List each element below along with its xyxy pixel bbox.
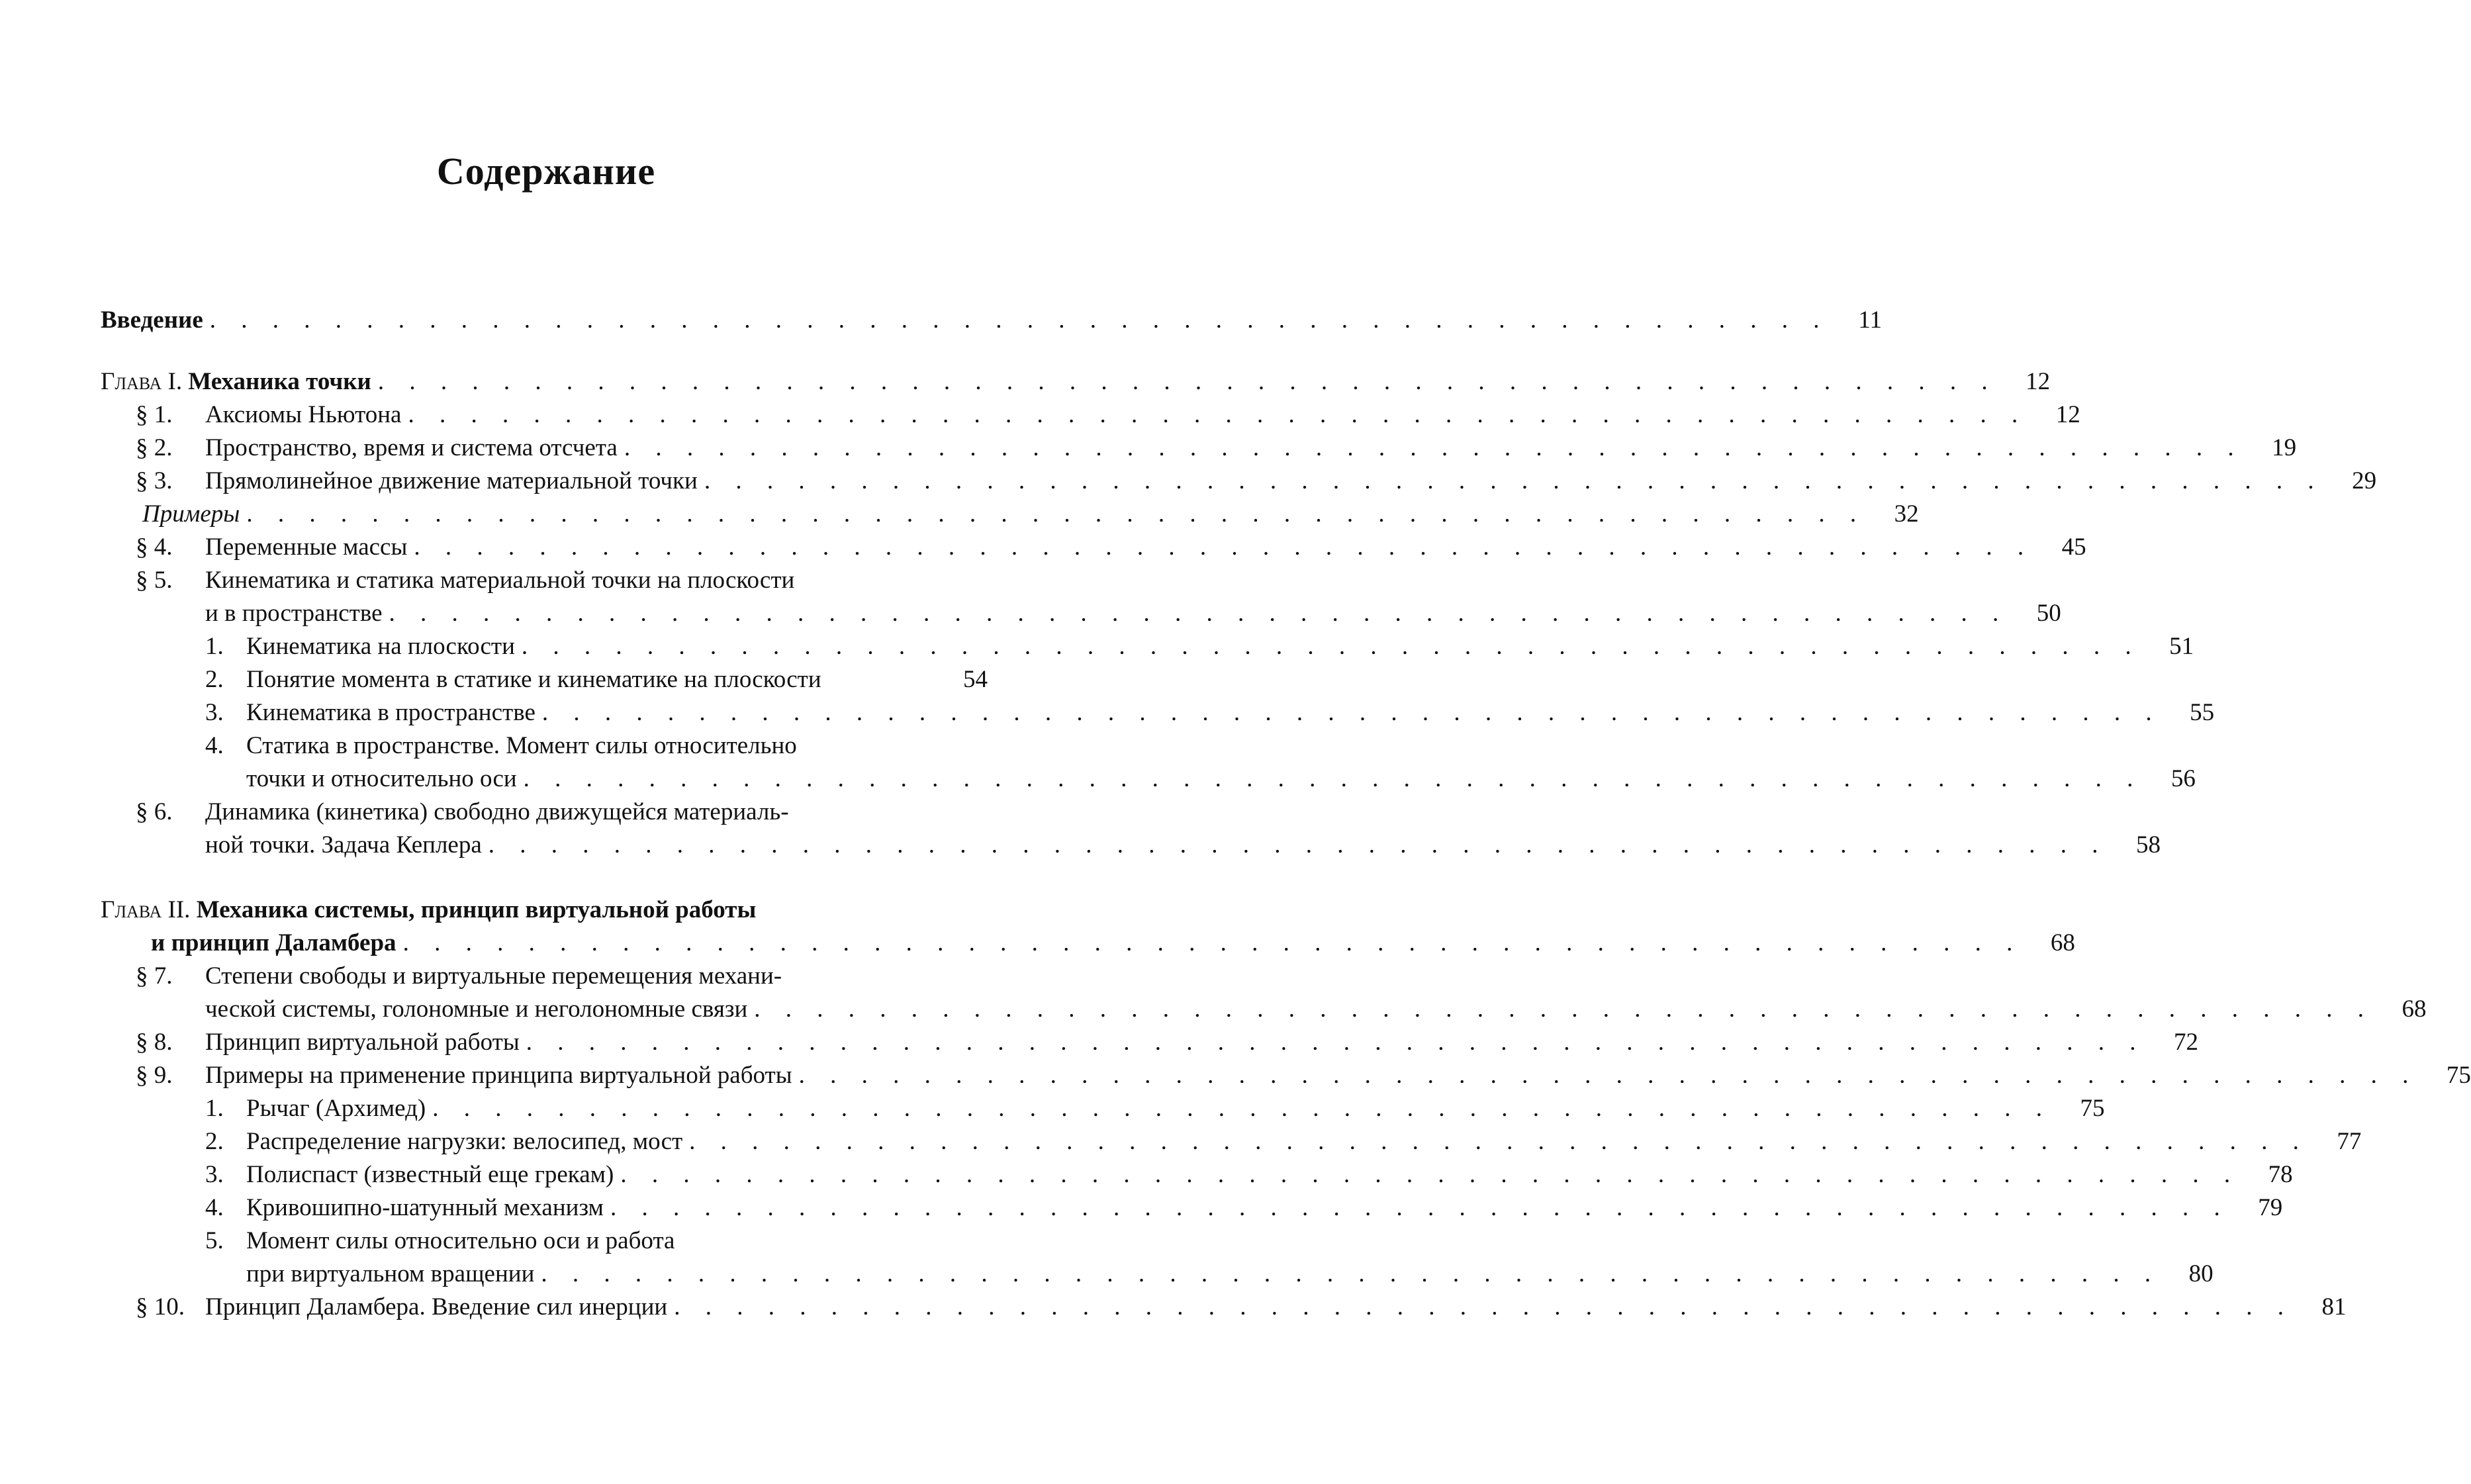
leader-dots: . . . . . . . . . . . . . . . . . . . . . . . . . . . . . . . . . . . . . . . . . . . . . . . . . . . . <box>798 1062 2418 1089</box>
entry-page: 12 <box>2055 401 2080 428</box>
entry-page: 68 <box>2401 996 2427 1023</box>
entry-page: 56 <box>2170 765 2196 792</box>
toc-entry-section-6-cont <box>205 829 2161 862</box>
leader-dots: . . . . . . . . . . . . . . . . . . . . . . . . . . . . . . . . . . . . . . . . . . . . . . . . . . . . <box>610 1194 2230 1221</box>
entry-label: Введение <box>101 306 203 334</box>
entry-label: Кривошипно-шатунный механизм <box>246 1194 604 1221</box>
entry-label: Степени свободы и виртуальные перемещения механи- <box>205 962 782 990</box>
entry-label: Примеры <box>142 500 240 528</box>
entry-label: Аксиомы Ньютона <box>205 401 402 428</box>
entry-label-cont: и принцип Даламбера <box>151 929 396 956</box>
page-title: Содержание <box>436 150 656 193</box>
toc-entry-subsection-9-4 <box>205 1191 2283 1225</box>
entry-label-cont: точки и относительно оси <box>246 765 517 792</box>
leader-dots: . . . . . . . . . . . . . . . . . . . . . . . . . . . . . . . . . . . . . . . . . . . . . . . . . . . . <box>521 633 2141 660</box>
entry-label: Момент силы относительно оси и работа <box>246 1227 675 1254</box>
entry-label: Переменные массы <box>205 533 408 561</box>
entry-number: § 1. <box>136 401 173 428</box>
entry-label: Механика системы, принцип виртуальной работы <box>196 896 757 923</box>
entry-label: Понятие момента в статике и кинематике на плоскости <box>246 666 821 693</box>
leader-dots: . . . . . . . . . . . . . . . . . . . . . . . . . . . . . . . . . . . . . . . . . . . . . . . . . . . . <box>624 434 2244 461</box>
leader-dots: . . . . . . . . . . . . . . . . . . . . . . . . . . . . . . . . . . . . . . . . . . . . . . . . . . . . <box>754 996 2374 1023</box>
toc-entry-subsection-5-1 <box>205 630 2194 663</box>
toc-entry-examples <box>142 498 1919 531</box>
entry-number: § 2. <box>136 434 173 461</box>
entry-number: 5. <box>205 1227 224 1254</box>
entry-number: 2. <box>205 666 224 693</box>
leader-dots: . . . . . . . . . . . . . . . . . . . . . . . . . . . . . . . . . . . . . . . . . . . . . . . . . . . . <box>689 1128 2309 1155</box>
toc-entry-subsection-5-4 <box>205 729 988 763</box>
entry-page: 77 <box>2337 1128 2362 1155</box>
entry-label-cont: ной точки. Задача Кеплера <box>205 831 482 858</box>
toc-entry-section-7-cont <box>205 993 2427 1026</box>
entry-label: Распределение нагрузки: велосипед, мост <box>246 1128 683 1155</box>
entry-number: § 4. <box>136 533 173 561</box>
entry-number: § 7. <box>136 962 173 990</box>
toc-entry-section-4 <box>136 531 2086 564</box>
toc-entry-chapter-1 <box>101 365 2051 398</box>
entry-page: 45 <box>2061 533 2086 561</box>
leader-dots: . . . . . . . . . . . . . . . . . . . . . . . . . . . . . . . . . . . . . . . . . . . . . . . . . . . . <box>414 533 2033 561</box>
toc-entry-subsection-5-3 <box>205 696 2215 729</box>
entry-number: 2. <box>205 1128 224 1155</box>
entry-page: 72 <box>2173 1029 2198 1056</box>
toc-entry-subsection-5-2 <box>205 663 988 696</box>
leader-dots: . . . . . . . . . . . . . . . . . . . . . . . . . . . . . . . . . . . . . . . . . . . . . . . . . . . . <box>377 368 1998 395</box>
toc-entry-section-3 <box>136 465 2377 498</box>
entry-label: Полиспаст (известный еще грекам) <box>246 1161 614 1188</box>
entry-page: 55 <box>2190 699 2215 726</box>
leader-dots: . . . . . . . . . . . . . . . . . . . . . . . . . . . . . . . . . . . . . . . . . . . . . . . . . . . . <box>541 699 2162 726</box>
toc-entry-section-1 <box>136 398 2080 432</box>
entry-label: Статика в пространстве. Момент силы относительно <box>246 732 797 759</box>
entry-label: Кинематика в пространстве <box>246 699 536 726</box>
entry-page: 32 <box>1894 500 1919 528</box>
entry-label-cont: и в пространстве <box>205 600 383 627</box>
entry-number: § 6. <box>136 798 173 825</box>
toc-entry-section-5 <box>136 564 988 597</box>
toc-entry-subsection-9-1 <box>205 1092 2105 1125</box>
entry-page: 79 <box>2258 1194 2283 1221</box>
leader-dots: . . . . . . . . . . . . . . . . . . . . . . . . . . . . . . . . . . . . . . . . . . . . . . . . . . . . <box>704 467 2324 494</box>
entry-label: Динамика (кинетика) свободно движущейся материаль- <box>205 798 789 825</box>
entry-page: 81 <box>2321 1293 2347 1321</box>
entry-page: 78 <box>2268 1161 2293 1188</box>
chapter-prefix: Глава II. <box>101 896 191 923</box>
toc-entry-subsection-9-3 <box>205 1158 2293 1191</box>
toc-entry-subsection-9-2 <box>205 1125 2362 1158</box>
entry-label: Принцип виртуальной работы <box>205 1029 520 1056</box>
entry-page: 68 <box>2050 929 2075 956</box>
toc-entry-section-10 <box>136 1291 2347 1324</box>
leader-dots: . . . . . . . . . . . . . . . . . . . . . . . . . . . . . . . . . . . . . . . . . . . . . . . . . . . . <box>402 929 2022 956</box>
leader-dots: . . . . . . . . . . . . . . . . . . . . . . . . . . . . . . . . . . . . . . . . . . . . . . . . . . . . <box>674 1293 2294 1321</box>
entry-label: Механика точки <box>188 368 371 395</box>
entry-number: 3. <box>205 1161 224 1188</box>
entry-label: Рычаг (Архимед) <box>246 1095 426 1122</box>
entry-number: 4. <box>205 1194 224 1221</box>
toc-entry-subsection-9-5 <box>205 1225 988 1258</box>
entry-number: § 5. <box>136 567 173 594</box>
toc-entry-introduction <box>101 304 1883 337</box>
leader-dots: . . . . . . . . . . . . . . . . . . . . . . . . . . . . . . . . . . . . . . . . . . . . . . . . . . . . <box>488 831 2108 858</box>
toc-entry-section-2 <box>136 432 2297 465</box>
toc-entry-section-6 <box>136 796 988 829</box>
entry-page: 54 <box>963 666 988 693</box>
entry-number: 1. <box>205 1095 224 1122</box>
entry-page: 58 <box>2136 831 2161 858</box>
entry-page: 75 <box>2080 1095 2105 1122</box>
entry-number: § 9. <box>136 1062 173 1089</box>
entry-page: 75 <box>2446 1062 2471 1089</box>
leader-dots: . . . . . . . . . . . . . . . . . . . . . . . . . . . . . . . . . . . . . . . . . . . . . . . . . . . . <box>541 1260 2161 1287</box>
entry-page: 12 <box>2026 368 2051 395</box>
entry-page: 29 <box>2352 467 2377 494</box>
entry-label-cont: ческой системы, голономные и неголономные связи <box>205 996 748 1023</box>
leader-dots: . . . . . . . . . . . . . . . . . . . . . . . . . . . . . . . . . . . . . . . . . . . . . . . . . . . . <box>432 1095 2052 1122</box>
entry-number: 4. <box>205 732 224 759</box>
leader-dots: . . . . . . . . . . . . . . . . . . . . . . . . . . . . . . . . . . . . . . . . . . . . . . . . . . . . <box>246 500 1866 528</box>
entry-number: § 8. <box>136 1029 173 1056</box>
toc-entry-section-7 <box>136 960 988 993</box>
leader-dots: . . . . . . . . . . . . . . . . . . . . . . . . . . . . . . . . . . . . . . . . . . . . . . . . . . . . <box>408 401 2028 428</box>
leader-dots: . . . . . . . . . . . . . . . . . . . . . . . . . . . . . . . . . . . . . . . . . . . . . . . . . . . . <box>526 1029 2145 1056</box>
entry-label-cont: при виртуальном вращении <box>246 1260 535 1287</box>
entry-label: Кинематика и статика материальной точки на плоскости <box>205 567 795 594</box>
entry-page: 19 <box>2272 434 2297 461</box>
toc-entry-subsection-9-5-cont <box>246 1258 2214 1291</box>
leader-dots: . . . . . . . . . . . . . . . . . . . . . . . . . . . . . . . . . . . . . . . . . . . . . . . . . . . . <box>209 306 1830 334</box>
entry-page: 11 <box>1858 306 1883 334</box>
entry-label: Примеры на применение принципа виртуальной работы <box>205 1062 792 1089</box>
entry-number: § 3. <box>136 467 173 494</box>
toc-entry-chapter-2-cont <box>151 927 2075 960</box>
entry-page: 50 <box>2036 600 2061 627</box>
toc-entry-subsection-5-4-cont <box>246 763 2196 796</box>
entry-number: 1. <box>205 633 224 660</box>
entry-label: Принцип Даламбера. Введение сил инерции <box>205 1293 668 1321</box>
entry-label: Кинематика на плоскости <box>246 633 515 660</box>
entry-label: Прямолинейное движение материальной точки <box>205 467 698 494</box>
toc-entry-section-5-cont <box>205 597 2061 630</box>
entry-number: 3. <box>205 699 224 726</box>
chapter-prefix: Глава I. <box>101 368 183 395</box>
toc-entry-section-8 <box>136 1026 2198 1059</box>
leader-dots: . . . . . . . . . . . . . . . . . . . . . . . . . . . . . . . . . . . . . . . . . . . . . . . . . . . . <box>389 600 2008 627</box>
entry-number: § 10. <box>136 1293 185 1321</box>
entry-page: 80 <box>2188 1260 2214 1287</box>
leader-dots: . . . . . . . . . . . . . . . . . . . . . . . . . . . . . . . . . . . . . . . . . . . . . . . . . . . . <box>620 1161 2240 1188</box>
toc-entry-section-9 <box>136 1059 2471 1092</box>
entry-page: 51 <box>2169 633 2194 660</box>
toc-entry-chapter-2 <box>101 894 988 927</box>
entry-label: Пространство, время и система отсчета <box>205 434 618 461</box>
leader-dots: . . . . . . . . . . . . . . . . . . . . . . . . . . . . . . . . . . . . . . . . . . . . . . . . . . . . <box>523 765 2143 792</box>
